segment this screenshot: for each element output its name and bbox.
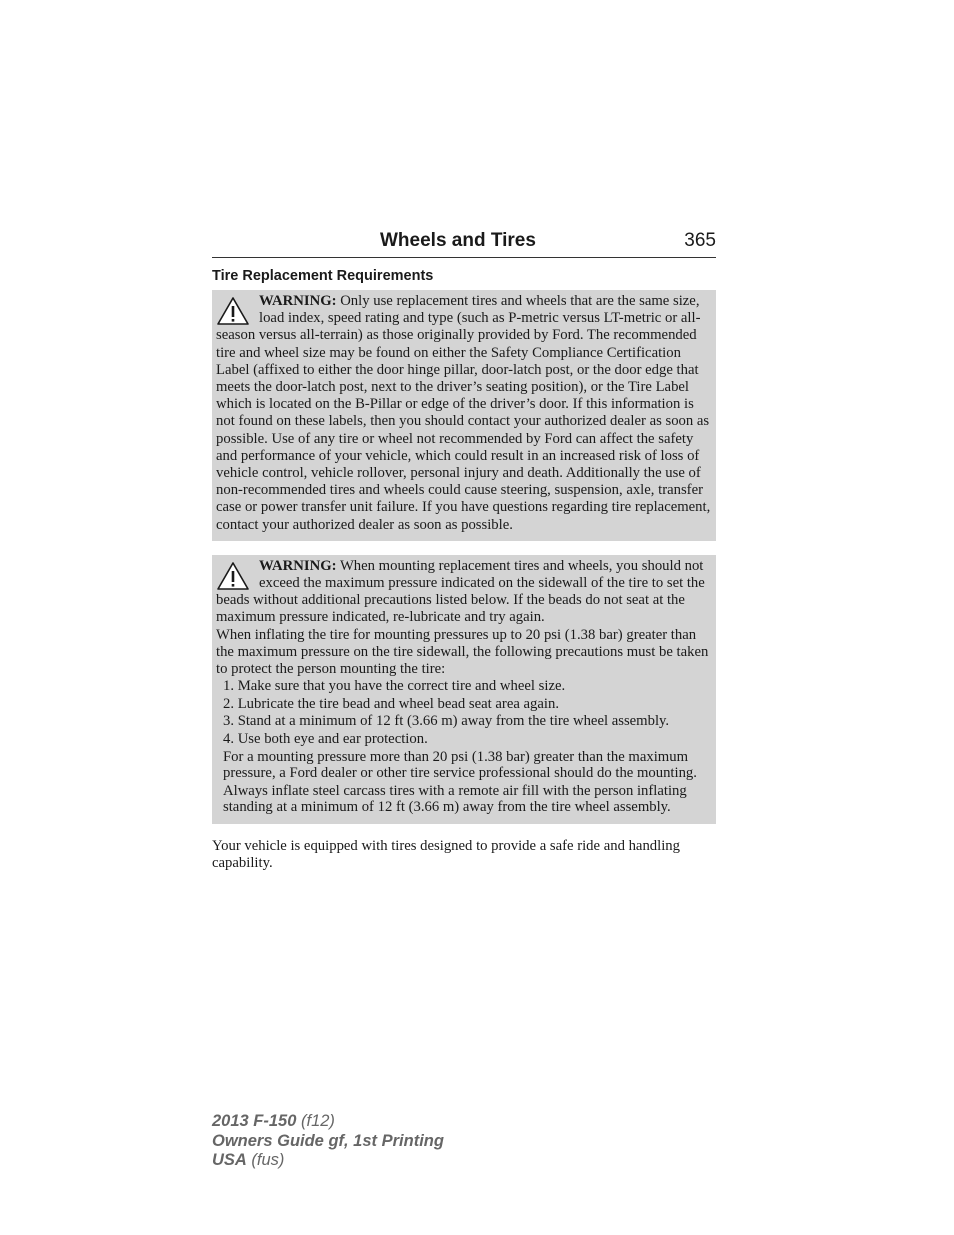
- warning-2-para: When inflating the tire for mounting pressures up to 20 psi (1.38 bar) greater than the maximum pressure on the tire sidewall, the following precautions must be taken to protect the person mounting the tire:: [216, 626, 709, 678]
- warning-box-1: [212, 290, 716, 541]
- footer-line-2: [212, 1132, 444, 1152]
- warning-1-text: [216, 293, 711, 534]
- section-title: Tire Replacement Requirements: [212, 268, 434, 284]
- body-paragraph: Your vehicle is equipped with tires designed to provide a safe ride and handling capability.: [212, 838, 680, 872]
- list-item: 4. Use both eye and ear protection.: [223, 731, 428, 748]
- list-item: 1. Make sure that you have the correct tire and wheel size.: [223, 678, 566, 695]
- warning-2-text: [216, 558, 711, 627]
- footer-line-1: [212, 1112, 444, 1132]
- list-item: Always inflate steel carcass tires with a remote air fill with the person inflating standing at a minimum of 12 ft (3.66 m) away from the tire wheel assembly.: [223, 782, 687, 816]
- page-number: 365: [684, 230, 716, 251]
- warning-box-2: [212, 555, 716, 824]
- warning-label: WARNING:: [259, 557, 337, 574]
- precautions-list: [216, 678, 711, 816]
- warning-label: WARNING:: [259, 293, 337, 309]
- footer-model: 2013 F-150: [212, 1112, 297, 1130]
- page-content: [212, 230, 716, 872]
- page-header: [212, 230, 716, 258]
- chapter-title: Wheels and Tires: [380, 230, 536, 251]
- list-item: 2. Lubricate the tire bead and wheel bead seat area again.: [223, 695, 560, 712]
- warning-triangle-icon: [216, 296, 250, 326]
- list-item: For a mounting pressure more than 20 psi (1.38 bar) greater than the maximum pressure, a Ford dealer or other tire service professional should do the mounting.: [223, 748, 697, 782]
- warning-1-body: Only use replacement tires and wheels that are the same size, load index, speed rating and type (such as P-metric versus LT-metric or all-season versus all-terrain) as those originally provided by Ford. The recommended tire and wheel size may be found on either the Safety Compliance Certification Label (affixed to either the door hinge pillar, door-latch post, or the door edge that meets the door-latch post, next to the driver’s seating position), or the Tire Label which is located on the B-Pillar or edge of the driver’s door. If this information is not found on these labels, then you should contact your authorized dealer as soon as possible. Use of any tire or wheel not recommended by Ford can affect the safety and performance of your vehicle, which could result in an increased risk of loss of vehicle control, vehicle rollover, personal injury and death. Additionally the use of non-recommended tires and wheels could cause steering, suspension, axle, transfer case or power transfer unit failure. If you have questions regarding tire replacement, contact your authorized dealer as soon as possible.: [216, 293, 711, 533]
- footer-market: USA: [212, 1151, 247, 1169]
- footer-market-code: (fus): [246, 1151, 285, 1169]
- footer-edition: Owners Guide gf, 1st Printing: [212, 1131, 444, 1150]
- footer-code: (f12): [296, 1112, 335, 1130]
- footer-line-3: [212, 1151, 444, 1171]
- warning-2-body: When mounting replacement tires and wheels, you should not exceed the maximum pressure indicated on the sidewall of the tire to set the beads without additional precautions listed below. If the beads do not seat at the maximum pressure indicated, re-lubricate and try again.: [216, 557, 705, 626]
- list-item: 3. Stand at a minimum of 12 ft (3.66 m) away from the tire wheel assembly.: [223, 713, 670, 730]
- warning-triangle-icon: [216, 561, 250, 591]
- page-footer: [212, 1112, 444, 1171]
